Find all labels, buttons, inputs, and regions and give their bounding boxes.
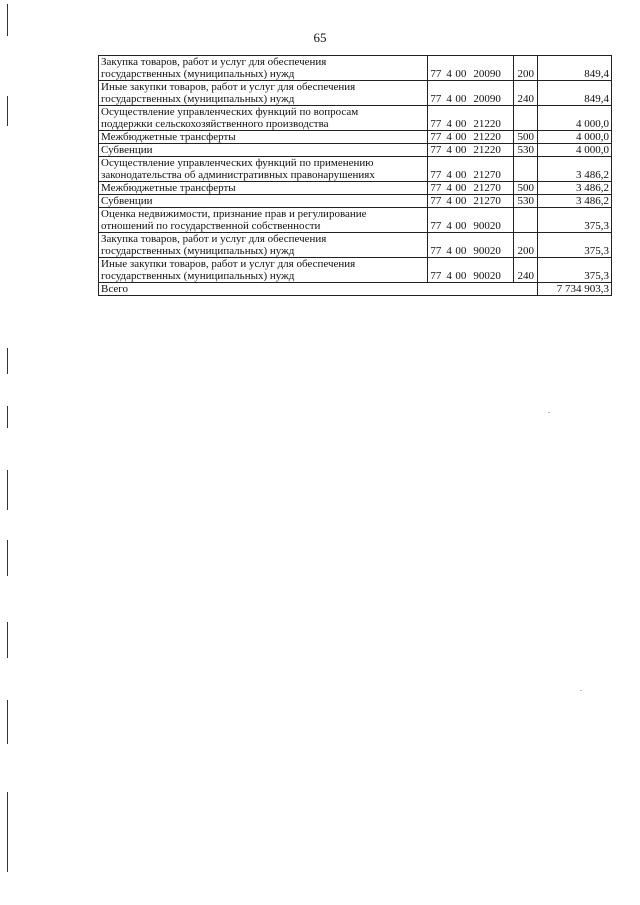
item-name-cell bbox=[99, 182, 428, 195]
item-code-part: 77 bbox=[430, 195, 442, 207]
item-code-part: 77 bbox=[430, 169, 442, 181]
item-name-cell bbox=[99, 81, 428, 106]
item-name-line: Иные закупки товаров, работ и услуг для обеспечения bbox=[101, 81, 356, 93]
item-code-part: 90020 bbox=[473, 220, 501, 232]
amount-cell: 4 000,0 bbox=[538, 144, 612, 157]
expense-kind-cell bbox=[514, 208, 538, 233]
item-code-cell bbox=[428, 208, 514, 233]
total-amount: 7 734 903,3 bbox=[538, 283, 612, 296]
item-name-cell bbox=[99, 157, 428, 182]
item-code-part: 20090 bbox=[473, 93, 501, 105]
table-body bbox=[99, 56, 612, 296]
item-code-part: 00 bbox=[455, 270, 467, 282]
item-name-line: поддержки сельскохозяйственного производства bbox=[101, 118, 329, 130]
table-row bbox=[99, 157, 612, 182]
table-row bbox=[99, 106, 612, 131]
item-code-part: 00 bbox=[455, 182, 467, 194]
item-code-cell bbox=[428, 56, 514, 81]
item-name-line: государственных (муниципальных) нужд bbox=[101, 93, 295, 105]
expense-kind-cell bbox=[514, 106, 538, 131]
item-code-part: 77 bbox=[430, 245, 442, 257]
item-name-cell bbox=[99, 144, 428, 157]
item-code-part: 21270 bbox=[473, 182, 501, 194]
amount-cell: 375,3 bbox=[538, 208, 612, 233]
item-code-part: 77 bbox=[430, 270, 442, 282]
item-code-cell bbox=[428, 144, 514, 157]
margin-mark bbox=[7, 540, 8, 576]
item-name-cell bbox=[99, 258, 428, 283]
expense-kind-cell: 530 bbox=[514, 144, 538, 157]
margin-mark bbox=[7, 470, 8, 510]
item-code-part: 00 bbox=[455, 220, 467, 232]
item-code-part: 77 bbox=[430, 131, 442, 143]
table-row bbox=[99, 258, 612, 283]
item-code-part: 00 bbox=[455, 68, 467, 80]
item-name-line: Межбюджетные трансферты bbox=[101, 182, 236, 194]
item-code-part: 21270 bbox=[473, 195, 501, 207]
item-name-line: Закупка товаров, работ и услуг для обеспечения bbox=[101, 233, 327, 245]
item-code-part: 00 bbox=[455, 169, 467, 181]
page-number: 65 bbox=[313, 30, 327, 45]
item-name-line: Межбюджетные трансферты bbox=[101, 131, 236, 143]
item-name-cell bbox=[99, 208, 428, 233]
amount-cell: 3 486,2 bbox=[538, 182, 612, 195]
item-name-line: Субвенции bbox=[101, 144, 153, 156]
item-code-part: 4 bbox=[446, 182, 452, 194]
table-row bbox=[99, 81, 612, 106]
item-code-part: 77 bbox=[430, 182, 442, 194]
item-code-part: 4 bbox=[446, 131, 452, 143]
total-row bbox=[99, 283, 612, 296]
item-code-part: 77 bbox=[430, 93, 442, 105]
item-name-cell bbox=[99, 106, 428, 131]
item-code-part: 4 bbox=[446, 118, 452, 130]
item-name-line: законодательства об административных правонарушениях bbox=[101, 169, 375, 181]
item-name-line: Иные закупки товаров, работ и услуг для обеспечения bbox=[101, 258, 356, 270]
table-row bbox=[99, 233, 612, 258]
item-code-part: 21220 bbox=[473, 131, 501, 143]
expense-kind-cell: 530 bbox=[514, 195, 538, 208]
item-name-line: Осуществление управленческих функций по применению bbox=[101, 157, 374, 169]
item-code-part: 4 bbox=[446, 169, 452, 181]
expense-kind-cell bbox=[514, 157, 538, 182]
margin-mark bbox=[7, 406, 8, 428]
item-name-line: отношений по государственной собственности bbox=[101, 220, 321, 232]
margin-mark bbox=[7, 700, 8, 744]
item-code-cell bbox=[428, 182, 514, 195]
scan-speck bbox=[580, 690, 582, 691]
item-name-line: Субвенции bbox=[101, 195, 153, 207]
item-code-cell bbox=[428, 131, 514, 144]
item-name-line: государственных (муниципальных) нужд bbox=[101, 245, 295, 257]
expense-kind-cell: 500 bbox=[514, 182, 538, 195]
expense-kind-cell: 200 bbox=[514, 56, 538, 81]
expense-kind-cell: 240 bbox=[514, 81, 538, 106]
table-row bbox=[99, 182, 612, 195]
item-code-part: 77 bbox=[430, 118, 442, 130]
item-code-part: 4 bbox=[446, 220, 452, 232]
item-code-part: 90020 bbox=[473, 270, 501, 282]
margin-mark bbox=[7, 792, 8, 872]
item-name-cell bbox=[99, 233, 428, 258]
item-code-part: 20090 bbox=[473, 68, 501, 80]
amount-cell: 4 000,0 bbox=[538, 131, 612, 144]
budget-table bbox=[98, 55, 612, 296]
item-code-part: 77 bbox=[430, 68, 442, 80]
item-name-cell bbox=[99, 195, 428, 208]
item-name-line: Закупка товаров, работ и услуг для обеспечения bbox=[101, 56, 327, 68]
item-name-line: государственных (муниципальных) нужд bbox=[101, 270, 295, 282]
item-code-part: 21270 bbox=[473, 169, 501, 181]
margin-mark bbox=[7, 348, 8, 374]
item-name-line: Осуществление управленческих функций по вопросам bbox=[101, 106, 359, 118]
item-code-part: 77 bbox=[430, 220, 442, 232]
item-name-line: государственных (муниципальных) нужд bbox=[101, 68, 295, 80]
item-code-part: 77 bbox=[430, 144, 442, 156]
item-code-part: 4 bbox=[446, 144, 452, 156]
margin-mark bbox=[7, 96, 8, 126]
expense-kind-cell: 240 bbox=[514, 258, 538, 283]
item-name-cell bbox=[99, 131, 428, 144]
item-code-cell bbox=[428, 258, 514, 283]
table-row bbox=[99, 195, 612, 208]
item-code-part: 00 bbox=[455, 118, 467, 130]
item-code-cell bbox=[428, 81, 514, 106]
item-code-part: 00 bbox=[455, 131, 467, 143]
item-code-cell bbox=[428, 233, 514, 258]
total-label: Всего bbox=[99, 283, 538, 296]
item-code-part: 90020 bbox=[473, 245, 501, 257]
margin-mark bbox=[7, 4, 8, 36]
item-code-part: 4 bbox=[446, 195, 452, 207]
item-code-cell bbox=[428, 106, 514, 131]
item-name-line: Оценка недвижимости, признание прав и регулирование bbox=[101, 208, 367, 220]
item-code-part: 00 bbox=[455, 245, 467, 257]
amount-cell: 375,3 bbox=[538, 258, 612, 283]
item-code-part: 4 bbox=[446, 270, 452, 282]
item-code-cell bbox=[428, 195, 514, 208]
item-code-part: 00 bbox=[455, 195, 467, 207]
item-name-cell bbox=[99, 56, 428, 81]
item-code-part: 00 bbox=[455, 93, 467, 105]
item-code-part: 4 bbox=[446, 68, 452, 80]
expense-kind-cell: 500 bbox=[514, 131, 538, 144]
scan-speck bbox=[548, 412, 550, 413]
table-row bbox=[99, 131, 612, 144]
item-code-part: 00 bbox=[455, 144, 467, 156]
amount-cell: 3 486,2 bbox=[538, 195, 612, 208]
table-row bbox=[99, 56, 612, 81]
margin-mark bbox=[7, 622, 8, 658]
amount-cell: 3 486,2 bbox=[538, 157, 612, 182]
amount-cell: 849,4 bbox=[538, 56, 612, 81]
item-code-part: 21220 bbox=[473, 118, 501, 130]
item-code-cell bbox=[428, 157, 514, 182]
item-code-part: 21220 bbox=[473, 144, 501, 156]
table-row bbox=[99, 208, 612, 233]
item-code-part: 4 bbox=[446, 93, 452, 105]
amount-cell: 375,3 bbox=[538, 233, 612, 258]
item-code-part: 4 bbox=[446, 245, 452, 257]
table-row bbox=[99, 144, 612, 157]
amount-cell: 4 000,0 bbox=[538, 106, 612, 131]
amount-cell: 849,4 bbox=[538, 81, 612, 106]
expense-kind-cell: 200 bbox=[514, 233, 538, 258]
